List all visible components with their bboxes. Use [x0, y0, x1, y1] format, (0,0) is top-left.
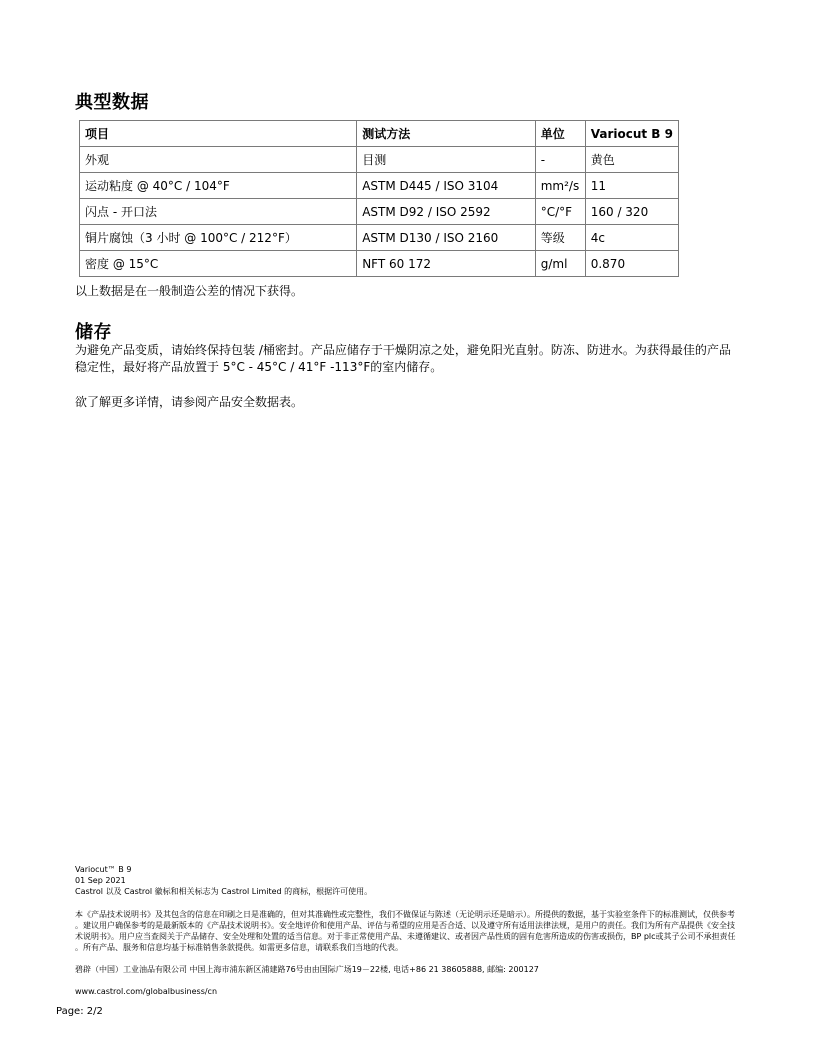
footer-disclaimer-line4: 。所有产品、服务和信息均基于标准销售条款提供。如需更多信息，请联系我们当地的代表。 [75, 943, 403, 952]
cell-value: 黄色 [585, 147, 678, 173]
cell-item: 外观 [80, 147, 357, 173]
cell-item: 密度 @ 15°C [80, 251, 357, 277]
footer-date: 01 Sep 2021 [75, 876, 126, 885]
storage-text-line2: 稳定性，最好将产品放置于 5°C - 45°C / 41°F -113°F的室内储存。 [75, 360, 443, 374]
storage-text-line1: 为避免产品变质，请始终保持包装 /桶密封。产品应储存于干燥阴凉之处，避免阳光直射。防冻、防进水。为获得最佳的产品 [75, 343, 731, 357]
cell-unit: 等级 [535, 225, 585, 251]
footer-company-address: 碧辟（中国）工业油品有限公司 中国上海市浦东新区浦建路76号由由国际广场19－22楼, 电话+86 21 38605888, 邮编: 200127 [75, 965, 539, 974]
cell-value: 4c [585, 225, 678, 251]
typical-data-heading: 典型数据 [75, 92, 149, 113]
footer-trademark: Castrol 以及 Castrol 徽标和相关标志为 Castrol Limited 的商标，根据许可使用。 [75, 887, 373, 896]
cell-method: 目测 [357, 147, 536, 173]
table-row [80, 199, 679, 225]
typical-data-table [79, 120, 679, 277]
cell-method: ASTM D130 / ISO 2160 [357, 225, 536, 251]
cell-value: 0.870 [585, 251, 678, 277]
cell-item: 闪点 - 开口法 [80, 199, 357, 225]
cell-unit: mm²/s [535, 173, 585, 199]
table-row [80, 173, 679, 199]
cell-method: NFT 60 172 [357, 251, 536, 277]
footer-disclaimer-line1: 本《产品技术说明书》及其包含的信息在印刷之日是准确的，但对其准确性或完整性，我们不做保证与陈述（无论明示还是暗示）。所提供的数据，基于实验室条件下的标准测试，仅供参考 [75, 910, 735, 919]
typical-data-note: 以上数据是在一般制造公差的情况下获得。 [75, 284, 304, 298]
footer-product-name: Variocut™ B 9 [75, 865, 132, 874]
sds-note: 欲了解更多详情，请参阅产品安全数据表。 [75, 395, 304, 409]
table-header-row [80, 121, 679, 147]
page-number: Page: 2/2 [56, 1006, 103, 1017]
footer-website-link[interactable]: www.castrol.com/globalbusiness/cn [75, 987, 218, 996]
cell-value: 160 / 320 [585, 199, 678, 225]
table-row [80, 225, 679, 251]
cell-unit: - [535, 147, 585, 173]
footer-disclaimer-line3: 术说明书》。用户应当查阅关于产品储存、安全处理和处置的适当信息。对于非正常使用产品、未遵循建议、或者因产品性质的固有危害所造成的伤害或损伤，BP plc或其子公司不承担责任 [75, 932, 736, 941]
header-unit: 单位 [535, 121, 585, 147]
table-row [80, 147, 679, 173]
header-test-method: 测试方法 [357, 121, 536, 147]
header-product: Variocut B 9 [585, 121, 678, 147]
cell-method: ASTM D92 / ISO 2592 [357, 199, 536, 225]
storage-heading: 储存 [75, 322, 112, 343]
cell-unit: g/ml [535, 251, 585, 277]
table-row [80, 251, 679, 277]
cell-item: 运动粘度 @ 40°C / 104°F [80, 173, 357, 199]
footer-disclaimer-line2: 。建议用户确保参考的是最新版本的《产品技术说明书》。安全地评价和使用产品、评估与希望的应用是否合适、以及遵守所有适用法律法规，是用户的责任。我们为所有产品提供《安全技 [75, 921, 735, 930]
header-item: 项目 [80, 121, 357, 147]
cell-value: 11 [585, 173, 678, 199]
cell-method: ASTM D445 / ISO 3104 [357, 173, 536, 199]
cell-item: 铜片腐蚀（3 小时 @ 100°C / 212°F） [80, 225, 357, 251]
cell-unit: °C/°F [535, 199, 585, 225]
